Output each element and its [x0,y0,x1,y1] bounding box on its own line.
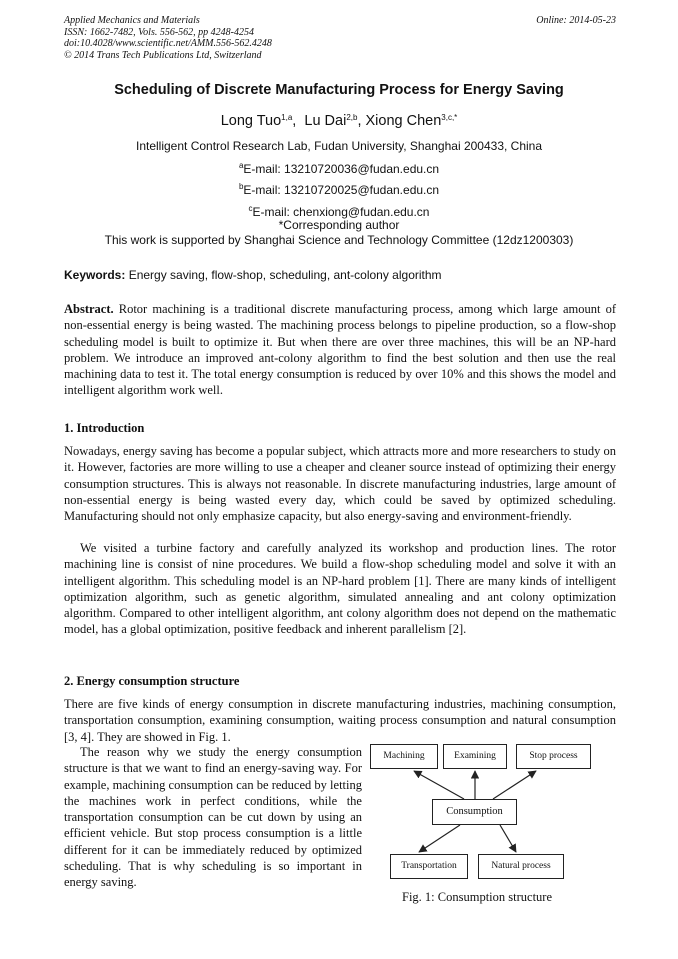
node-machining: Machining [370,744,438,769]
corresponding-author-note: *Corresponding author [278,218,400,232]
email-line [40,182,638,197]
node-natural-process: Natural process [478,854,564,879]
email-sup: c [248,204,253,213]
node-transportation: Transportation [390,854,468,879]
email-line [40,204,638,219]
online-date: Online: 2014-05-23 [536,15,616,26]
keywords-label: Keywords: [64,268,126,282]
email-line [40,161,638,176]
author-affil-sup: 3,c,* [441,113,458,122]
paragraph: The reason why we study the energy consumption structure is that we want to find an energy-saving way. For example, machining consumption can be reduced by letting the machines work in perfect conditions, while the transportation consumption can be cut down by using an efficient vehicle. But stop process consumption is a little different for it can be immediately reduced by optimized scheduling. That is why scheduling is so important in energy saving. [64,745,362,890]
abstract [64,301,616,399]
author-name: Long Tuo [220,113,282,129]
email-text: E-mail: 13210720036@fudan.edu.cn [243,162,440,176]
figure-caption: Fig. 1: Consumption structure [402,890,552,904]
keywords [64,268,442,282]
journal-name: Applied Mechanics and Materials [64,15,200,26]
funding-note: This work is supported by Shanghai Science and Technology Committee (12dz1200303) [104,233,574,247]
arrow-to-natural-process [500,825,516,852]
paragraph: There are five kinds of energy consumption in discrete manufacturing industries, machining consumption, transportation consumption, examining consumption, waiting process consumption and natural consumption [3, 4]. They are showed in Fig. 1. [64,697,616,744]
arrow-to-machining [414,771,464,799]
email-sup: a [238,161,244,170]
copyright-line: © 2014 Trans Tech Publications Ltd, Switzerland [64,49,262,61]
issn-line: ISSN: 1662-7482, Vols. 556-562, pp 4248-4254 [64,26,254,38]
abstract-text: Rotor machining is a traditional discrete manufacturing process, among which large amount of non-essential energy is being wasted. The machining process belongs to pipeline production, so a flow-shop scheduling model is built to optimize it. But when there are over three machines, this will be an NP-hard problem. We introduce an improved ant-colony algorithm to find the best solution and then use the real machining data to test it. The total energy consumption is reduced by over 10% and this shows the model and intelligent algorithm work well. [64,302,617,398]
running-header [64,15,616,61]
node-consumption: Consumption [432,799,517,825]
author-name: Xiong Chen [365,113,442,129]
author-list: Long Tuo$^{1,a}$, Lu Dai$^{2,b}$, Xiong Chen$^{3,c,*}$ [220,113,458,129]
arrow-to-transportation [419,825,460,852]
affiliation: Intelligent Control Research Lab, Fudan University, Shanghai 200433, China [135,139,543,153]
author-name: Lu Dai [304,113,347,129]
doi-line: doi:10.4028/www.scientific.net/AMM.556-562.4248 [64,38,272,49]
abstract-label: Abstract. [64,302,114,316]
node-stop-process: Stop process [516,744,591,769]
email-sup: b [238,182,244,191]
paragraph: We visited a turbine factory and carefully analyzed its workshop and production lines. The rotor machining line is consist of nine procedures. We build a flow-shop scheduling model and solve it with an intelligent algorithm. This scheduling model is an NP-hard problem [1]. There are many kinds of intelligent optimization algorithm, such as genetic algorithm, simulated annealing and ant colony optimization algorithm. Compared to other intelligent algorithm, ant colony algorithm does not depend on the mathematic model, has a global optimization, positive feedback and inherent parallelism [2]. [64,541,616,637]
keywords-text: Energy saving, flow-shop, scheduling, ant-colony algorithm [128,268,442,282]
paper-title: Scheduling of Discrete Manufacturing Process for Energy Saving [114,82,564,98]
section-heading: 1. Introduction [64,421,145,435]
email-text: E-mail: 13210720025@fudan.edu.cn [243,183,440,197]
arrow-to-stop-process [493,771,536,799]
email-text: E-mail: chenxiong@fudan.edu.cn [252,205,430,219]
paragraph: Nowadays, energy saving has become a popular subject, which attracts more and more researchers to study on it. However, factories are more willing to use a cheaper and cleaner source instead of optimizing their energy consumption structures. This is always not reasonable. In discrete manufacturing industries, large amount of non-essential energy is being wasted every day, which could be saved by optimized scheduling. Manufacturing should not only emphasize capacity, but also energy-saving and environment-friendly. [64,444,616,524]
author-affil-sup: 2,b [346,113,358,122]
node-examining: Examining [443,744,507,769]
author-affil-sup: 1,a [281,113,293,122]
section-heading: 2. Energy consumption structure [64,674,240,688]
